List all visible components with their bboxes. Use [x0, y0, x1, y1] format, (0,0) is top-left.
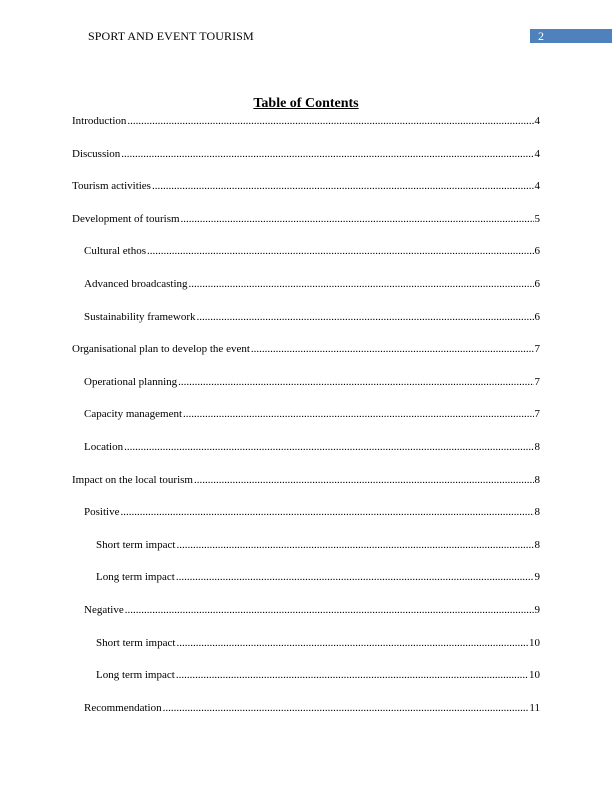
toc-entry-page: 9 — [534, 604, 540, 616]
toc-entry-label: Sustainability framework — [84, 310, 196, 323]
toc-entry[interactable] — [72, 474, 540, 487]
toc-entry-page: 8 — [534, 441, 540, 453]
toc-entry[interactable] — [84, 311, 540, 324]
toc-entry[interactable] — [72, 343, 540, 356]
toc-entry[interactable] — [84, 278, 540, 291]
toc-dot-leader — [163, 702, 529, 715]
toc-dot-leader — [189, 278, 534, 291]
toc-entry-page: 11 — [529, 701, 540, 714]
toc-dot-leader — [127, 115, 533, 128]
toc-entry-page: 7 — [534, 408, 540, 421]
toc-entry[interactable] — [96, 571, 540, 584]
toc-dot-leader — [120, 506, 533, 519]
toc-entry[interactable] — [72, 148, 540, 161]
toc-entry-label: Long term impact — [96, 669, 175, 682]
toc-entry[interactable] — [96, 669, 540, 682]
toc-dot-leader — [176, 539, 533, 552]
toc-entry-page: 5 — [534, 212, 540, 225]
toc-entry-label: Operational planning — [84, 375, 178, 388]
toc-entry[interactable] — [96, 539, 540, 552]
toc-entry-page: 9 — [534, 571, 540, 584]
toc-entry-page: 6 — [534, 278, 540, 290]
toc-entry[interactable] — [72, 115, 540, 128]
toc-dot-leader — [147, 245, 533, 258]
header-title: SPORT AND EVENT TOURISM — [88, 29, 254, 43]
toc-heading: Table of Contents — [253, 96, 359, 111]
toc-entry-page: 7 — [534, 343, 540, 356]
toc-entry[interactable] — [84, 702, 540, 715]
toc-dot-leader — [194, 474, 534, 487]
toc-dot-leader — [178, 376, 533, 389]
toc-dot-leader — [152, 180, 534, 193]
toc-entry[interactable] — [72, 213, 540, 226]
toc-entry[interactable] — [72, 180, 540, 193]
toc-entry-label: Positive — [84, 506, 120, 519]
toc-entry-label: Cultural ethos — [84, 245, 147, 258]
toc-dot-leader — [124, 441, 533, 454]
toc-dot-leader — [125, 604, 534, 617]
toc-entry-label: Location — [84, 441, 124, 453]
toc-entry-label: Impact on the local tourism — [72, 473, 193, 486]
toc-dot-leader — [121, 148, 533, 161]
toc-entry-page: 10 — [529, 636, 540, 649]
toc-entry-page: 4 — [534, 180, 540, 193]
toc-entry[interactable] — [84, 441, 540, 454]
toc-entry[interactable] — [84, 604, 540, 617]
toc-entry-label: Short term impact — [96, 636, 176, 649]
toc-entry-label: Negative — [84, 604, 124, 616]
toc-dot-leader — [183, 408, 533, 421]
toc-entry-page: 10 — [529, 669, 540, 682]
toc-entry-page: 4 — [534, 115, 540, 127]
toc-entry[interactable] — [84, 376, 540, 389]
page-number: 2 — [530, 29, 612, 43]
toc-entry-label: Discussion — [72, 147, 121, 160]
toc-dot-leader — [251, 343, 534, 356]
toc-entry-label: Advanced broadcasting — [84, 278, 188, 290]
toc-entry-page: 8 — [534, 473, 540, 486]
toc-entry[interactable] — [96, 637, 540, 650]
toc-entry[interactable] — [84, 506, 540, 519]
toc-entry-label: Long term impact — [96, 571, 175, 584]
toc-entry-label: Introduction — [72, 115, 127, 127]
toc-dot-leader — [197, 311, 534, 324]
toc-entry[interactable] — [84, 245, 540, 258]
toc-dot-leader — [176, 637, 528, 650]
toc-entry-page: 8 — [534, 506, 540, 519]
toc-entry[interactable] — [84, 408, 540, 421]
toc-entry-label: Short term impact — [96, 538, 176, 551]
toc-dot-leader — [181, 213, 534, 226]
toc-entry-label: Recommendation — [84, 701, 162, 714]
toc-entry-label: Tourism activities — [72, 180, 151, 193]
toc-entry-page: 4 — [534, 147, 540, 160]
toc-entry-page: 7 — [534, 375, 540, 388]
toc-dot-leader — [176, 571, 534, 584]
toc-entry-page: 6 — [534, 310, 540, 323]
toc-dot-leader — [176, 669, 528, 682]
toc-entry-page: 6 — [534, 245, 540, 258]
toc-entry-label: Capacity management — [84, 408, 183, 421]
toc-entry-label: Development of tourism — [72, 212, 180, 225]
toc-entry-page: 8 — [534, 538, 540, 551]
toc-entry-label: Organisational plan to develop the event — [72, 343, 250, 356]
